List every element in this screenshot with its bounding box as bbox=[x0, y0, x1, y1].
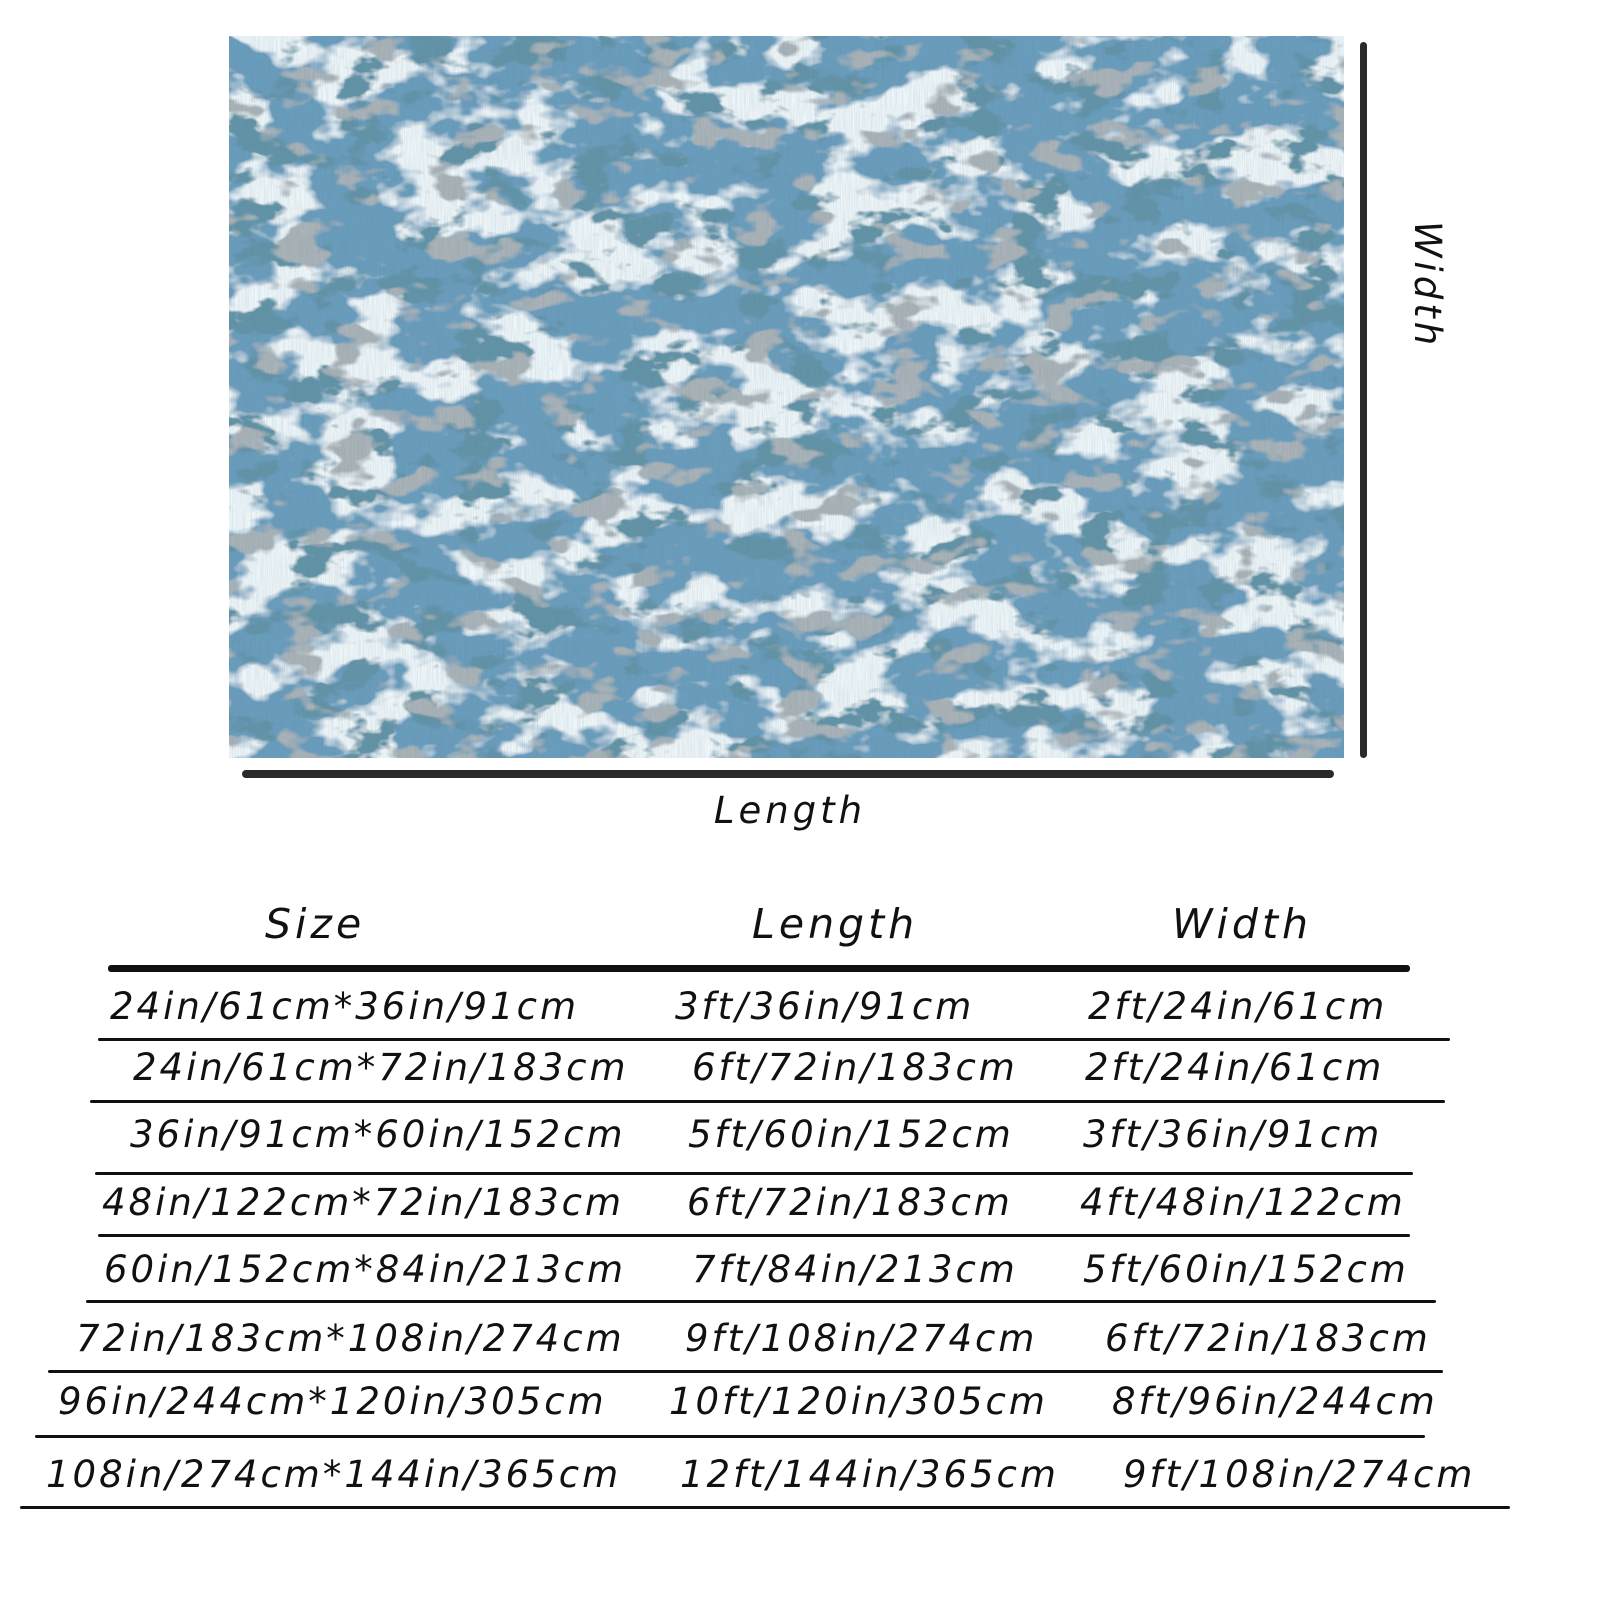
row-8-length: 12ft/144in/365cm bbox=[680, 1453, 1059, 1496]
row-1-width: 2ft/24in/61cm bbox=[1088, 985, 1388, 1028]
row-4-size: 48in/122cm*72in/183cm bbox=[102, 1181, 625, 1224]
row-3-width: 3ft/36in/91cm bbox=[1083, 1113, 1383, 1156]
row-5-size: 60in/152cm*84in/213cm bbox=[104, 1248, 627, 1291]
header-divider bbox=[108, 965, 1410, 972]
row-4-width: 4ft/48in/122cm bbox=[1080, 1181, 1406, 1224]
row-6-width: 6ft/72in/183cm bbox=[1105, 1317, 1431, 1360]
row-1-size: 24in/61cm*36in/91cm bbox=[110, 985, 579, 1028]
row-2-length: 6ft/72in/183cm bbox=[692, 1046, 1018, 1089]
row-1-length: 3ft/36in/91cm bbox=[675, 985, 975, 1028]
row-7-length: 10ft/120in/305cm bbox=[669, 1380, 1048, 1423]
header-size: Size bbox=[265, 900, 366, 948]
row-divider bbox=[35, 1435, 1425, 1438]
row-3-length: 5ft/60in/152cm bbox=[688, 1113, 1014, 1156]
row-7-size: 96in/244cm*120in/305cm bbox=[58, 1380, 607, 1423]
row-5-length: 7ft/84in/213cm bbox=[692, 1248, 1018, 1291]
width-label: Width bbox=[1406, 220, 1449, 350]
row-5-width: 5ft/60in/152cm bbox=[1083, 1248, 1409, 1291]
row-8-width: 9ft/108in/274cm bbox=[1123, 1453, 1476, 1496]
row-8-size: 108in/274cm*144in/365cm bbox=[46, 1453, 622, 1496]
row-divider bbox=[98, 1234, 1410, 1237]
row-2-width: 2ft/24in/61cm bbox=[1085, 1046, 1385, 1089]
header-length: Length bbox=[752, 900, 919, 948]
row-divider bbox=[48, 1370, 1443, 1373]
length-label: Length bbox=[713, 789, 867, 832]
row-2-size: 24in/61cm*72in/183cm bbox=[133, 1046, 629, 1089]
header-width: Width bbox=[1172, 900, 1313, 948]
row-divider bbox=[90, 1100, 1445, 1103]
row-divider bbox=[20, 1506, 1510, 1509]
row-divider bbox=[98, 1038, 1450, 1041]
row-divider bbox=[95, 1172, 1413, 1175]
row-3-size: 36in/91cm*60in/152cm bbox=[130, 1113, 626, 1156]
row-divider bbox=[86, 1300, 1436, 1303]
row-6-size: 72in/183cm*108in/274cm bbox=[76, 1317, 625, 1360]
row-7-width: 8ft/96in/244cm bbox=[1112, 1380, 1438, 1423]
row-4-length: 6ft/72in/183cm bbox=[687, 1181, 1013, 1224]
row-6-length: 9ft/108in/274cm bbox=[685, 1317, 1038, 1360]
